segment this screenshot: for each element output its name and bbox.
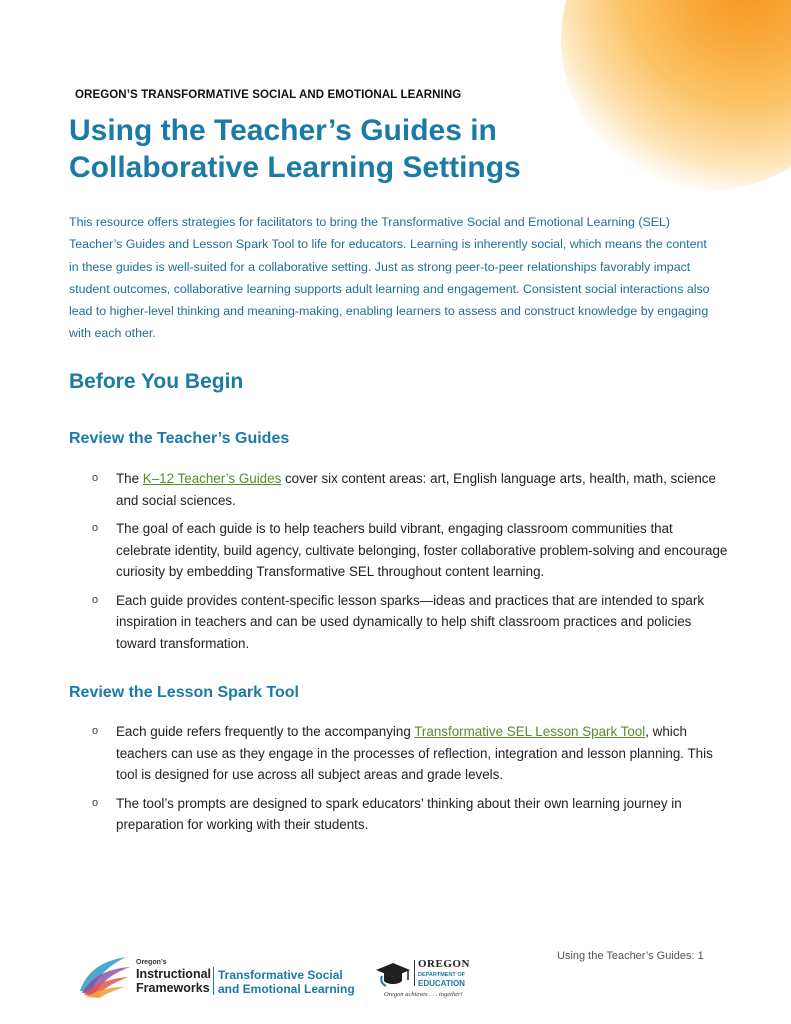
spark-list xyxy=(69,721,729,843)
logo-divider xyxy=(414,960,415,986)
list-item-text: Each guide provides content-specific lesson sparks—ideas and practices that are intended to spark inspiration in teachers and can be used dynamically to help shift classroom practices and policies toward transformation. xyxy=(116,592,705,651)
list-item xyxy=(69,721,729,786)
subheading-review-spark-tool: Review the Lesson Spark Tool xyxy=(69,684,299,701)
logo-tagline: Oregon achieves . . . together! xyxy=(384,991,463,998)
logo-education-text: EDUCATION xyxy=(418,979,465,988)
eyebrow-label: OREGON’S TRANSFORMATIVE SOCIAL AND EMOTIONAL LEARNING xyxy=(75,89,462,101)
instructional-frameworks-logo xyxy=(76,953,366,999)
logo-tsel-line2: and Emotional Learning xyxy=(218,982,355,996)
section-heading-before-you-begin: Before You Begin xyxy=(69,370,244,393)
list-item xyxy=(69,590,729,655)
list-item-text: , which teachers can use as they engage in the processes of reflection, integration and lesson planning. This tool is designed for use across all subject areas and grade levels. xyxy=(116,724,713,782)
logo-divider xyxy=(213,967,214,995)
logo-department-text: DEPARTMENT OF xyxy=(418,972,465,978)
bullet-marker: o xyxy=(92,593,99,606)
logo-oregon-text: OREGON xyxy=(418,958,470,970)
page-title-line2: Collaborative Learning Settings xyxy=(69,151,521,184)
bullet-marker: o xyxy=(92,796,99,809)
list-item-text: Each guide refers frequently to the accompanying xyxy=(116,724,415,739)
bullet-marker: o xyxy=(92,472,99,484)
lesson-spark-tool-link[interactable]: Transformative SEL Lesson Spark Tool xyxy=(414,724,646,739)
page-footer-label: Using the Teacher’s Guides: 1 xyxy=(557,950,704,962)
bullet-marker: o xyxy=(92,725,99,737)
page-title xyxy=(69,112,629,186)
list-item-text: The goal of each guide is to help teachers build vibrant, engaging classroom communities that celebrate identity, build agency, cultivate belonging, foster collaborative problem-solving and encourage curiosity by embedding Transformative SEL throughout content learning. xyxy=(116,521,728,579)
graduation-cap-icon xyxy=(374,960,412,988)
list-item xyxy=(69,793,729,836)
subheading-review-guides: Review the Teacher’s Guides xyxy=(69,430,290,447)
oregon-department-of-education-logo xyxy=(374,958,484,1000)
list-item-text: cover six content areas: art, English language arts, health, math, science and social sciences. xyxy=(116,471,716,508)
list-item xyxy=(69,468,729,511)
teachers-guides-link[interactable]: K–12 Teacher’s Guides xyxy=(142,471,282,486)
logo-small-text: Oregon’s xyxy=(136,959,167,966)
guides-list xyxy=(69,468,729,661)
feather-swoosh-icon xyxy=(76,953,134,999)
intro-paragraph: This resource offers strategies for facilitators to bring the Transformative Social and Emotional Learning (SEL) Teacher’s Guides and Lesson Spark Tool to life for educators. Learning is inherently social, which means the content in these guides is well-suited for a collaborative setting. Just as strong peer-to-peer relationships favorably impact student outcomes, collaborative learning supports adult learning and engagement. Consistent social interactions also lead to higher-level thinking and meaning-making, enabling learners to assess and construct knowledge by engaging with each other. xyxy=(69,215,710,341)
bullet-marker: o xyxy=(92,522,99,534)
list-item xyxy=(69,518,729,583)
page-title-line1: Using the Teacher’s Guides in xyxy=(69,114,497,147)
logo-text-line2: Frameworks xyxy=(136,981,210,995)
list-item-text: The xyxy=(116,471,143,486)
logo-text-line1: Instructional xyxy=(136,967,212,981)
logo-tsel-line1: Transformative Social xyxy=(218,968,343,982)
list-item-text: The tool’s prompts are designed to spark educators’ thinking about their own learning journey in preparation for working with their students. xyxy=(116,795,682,832)
